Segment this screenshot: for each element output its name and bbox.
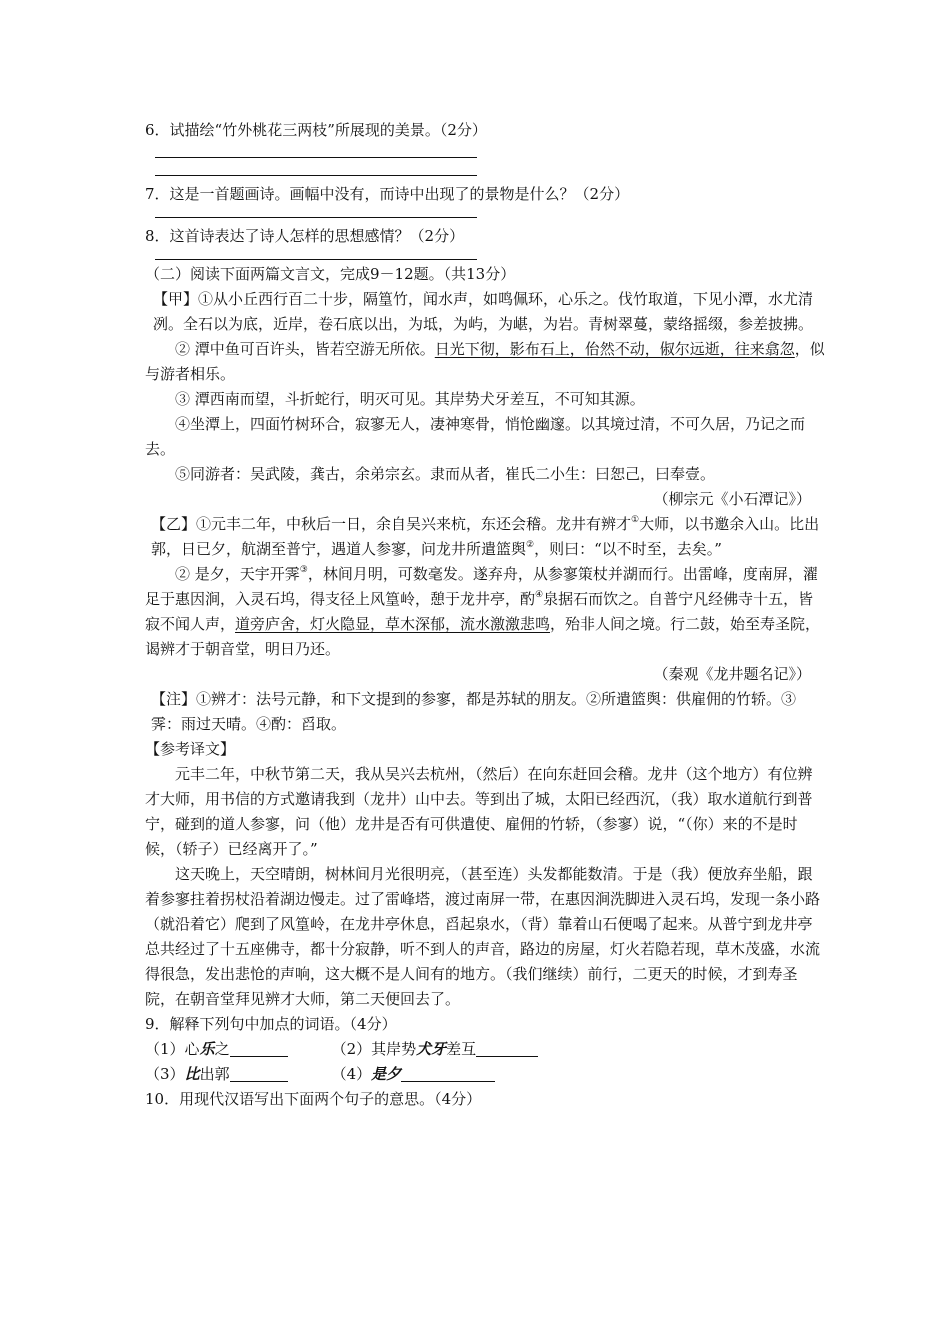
jia-paragraph-4: ④坐潭上，四面竹树环合，寂寥无人，凄神寒骨，悄怆幽邃。以其境过清，不可久居，乃记之而去。 [145, 415, 806, 458]
jia-source: （柳宗元《小石潭记》） [653, 490, 811, 508]
reference-translation-heading: 【参考译文】 [145, 740, 236, 758]
yi-p1-b: 大师，以书邀余入山。比出郭，日已夕，航湖至普宁，遇道人参寥，问龙井所遣篮舆 [151, 515, 820, 558]
question-7: 7．这是一首题画诗。画幅中没有，而诗中出现了的景物是什么？（2分） [145, 185, 630, 203]
jia-p2-tail: ，似与游者相乐。 [145, 340, 825, 383]
section-2-heading: （二）阅读下面两篇文言文，完成9－12题。（共13分） [145, 265, 516, 283]
q9-item-1-word: 乐 [199, 1040, 215, 1058]
yi-p2-a: ② 是夕，天宇开霁 [175, 565, 300, 583]
q9-item-3-suffix: 出郭 [199, 1065, 230, 1083]
footnote-mark-2: ② [526, 540, 535, 550]
jia-paragraph-5: ⑤同游者：吴武陵，龚古，余弟宗玄。隶而从者，崔氏二小生：曰恕己，曰奉壹。 [175, 465, 716, 483]
jia-paragraph-3: ③ 潭西南而望，斗折蛇行，明灭可见。其岸势犬牙差互，不可知其源。 [175, 390, 645, 408]
q9-item-1-blank[interactable] [230, 1038, 288, 1057]
q9-item-3-prefix: （3） [145, 1065, 185, 1083]
reference-paragraph-1: 元丰二年，中秋节第二天，我从吴兴去杭州，（然后）在向东赶回会稽。龙井（这个地方）有位辨才大师，用书信的方式邀请我到（龙井）山中去。等到出了城，太阳已经西沉，（我）取水道航行到普宁，碰到的道人参寥，问（他）龙井是否有可供遣使、雇佣的竹轿，（参寥）说，“（你）来的不是时候，（轿子）已经离开了。” [145, 765, 813, 858]
answer-line-6a[interactable] [155, 157, 477, 158]
q9-item-4-word: 是夕 [371, 1065, 402, 1083]
yi-p1-c: ，则曰：“以不时至，去矣。” [534, 540, 722, 558]
yi-p2-underlined: 道旁庐舍，灯火隐显，草木深郁，流水激激悲鸣 [235, 615, 551, 633]
q9-item-2-blank[interactable] [476, 1038, 538, 1057]
q9-item-1-suffix: 之 [214, 1040, 230, 1058]
yi-paragraph-2 [145, 562, 825, 662]
question-10: 10．用现代汉语写出下面两个句子的意思。（4分） [145, 1090, 482, 1108]
yi-p2-c: 泉据石而饮之。自普宁凡经佛寺十五，皆寂不闻人声， [145, 590, 814, 633]
exam-page [145, 118, 825, 1112]
jia-paragraph-1: 【甲】①从小丘西行百二十步，隔篁竹，闻水声，如鸣佩环，心乐之。伐竹取道，下见小潭，水尤清冽。全石以为底，近岸，卷石底以出，为坻，为屿，为嵁，为岩。青树翠蔓，蒙络摇缀，参差披拂。 [153, 290, 814, 333]
question-8: 8．这首诗表达了诗人怎样的思想感情？（2分） [145, 227, 465, 245]
question-9: 9．解释下列句中加点的词语。（4分） [145, 1015, 397, 1033]
annotation-note: 【注】①辨才：法号元静，和下文提到的参寥，都是苏轼的朋友。②所遣篮舆：供雇佣的竹轿。③霁：雨过天晴。④酌：舀取。 [151, 690, 797, 733]
reference-paragraph-2: 这天晚上，天空晴朗，树林间月光很明亮，（甚至连）头发都能数清。于是（我）便放弃坐船，跟着参寥拄着拐杖沿着湖边慢走。过了雷峰塔，渡过南屏一带，在惠因涧洗脚进入灵石坞，发现一条小路（就沿着它）爬到了风篁岭，在龙井亭休息，舀起泉水，（背）靠着山石便喝了起来。从普宁到龙井亭总共经过了十五座佛寺，都十分寂静，听不到人的声音，路边的房屋，灯火若隐若现，草木茂盛，水流得很急，发出悲怆的声响，这大概不是人间有的地方。（我们继续）前行，二更天的时候，才到寿圣院，在朝音堂拜见辨才大师，第二天便回去了。 [145, 865, 821, 1008]
footnote-mark-4: ④ [535, 590, 544, 600]
jia-paragraph-2 [145, 337, 825, 387]
question-6: 6．试描绘“竹外桃花三两枝”所展现的美景。（2分） [145, 121, 487, 139]
q9-item-1-prefix: （1）心 [145, 1040, 200, 1058]
q9-item-3-blank[interactable] [230, 1063, 288, 1082]
footnote-mark-3: ③ [299, 565, 308, 575]
yi-p2-d: ，殆非人间之境。行二鼓，始至寿圣院，谒辨才于朝音堂，明日乃还。 [145, 615, 821, 658]
q9-item-4-prefix: （4） [331, 1065, 372, 1083]
q9-item-2-suffix: 差互 [446, 1040, 477, 1058]
yi-p1-a: 【乙】①元丰二年，中秋后一日，余自吴兴来杭，东还会稽。龙井有辨才 [151, 515, 632, 533]
yi-p2-b: ，林间月明，可数毫发。遂弃舟，从参寥策杖并湖而行。出雷峰，度南屏，濯足于惠因涧，入灵石坞，得支径上风篁岭，憩于龙井亭，酌 [145, 565, 818, 608]
q9-item-4-blank[interactable] [401, 1063, 495, 1082]
answer-line-8[interactable] [155, 259, 477, 260]
jia-p2-underlined: 日光下彻，影布石上，佁然不动，俶尔远逝，往来翕忽 [434, 340, 795, 358]
jia-p2-text: ② 潭中鱼可百许头，皆若空游无所依。 [175, 340, 435, 358]
question-9-row-1 [145, 1037, 825, 1062]
q9-item-3-word: 比 [184, 1065, 200, 1083]
yi-source: （秦观《龙井题名记》） [653, 665, 811, 683]
q9-item-2-prefix: （2）其岸势 [331, 1040, 417, 1058]
answer-line-7[interactable] [155, 217, 477, 218]
yi-paragraph-1 [145, 512, 825, 562]
q9-item-2-word: 犬牙 [416, 1040, 447, 1058]
question-9-row-2 [145, 1062, 825, 1087]
answer-line-6b[interactable] [155, 175, 477, 176]
footnote-mark-1: ① [631, 515, 640, 525]
